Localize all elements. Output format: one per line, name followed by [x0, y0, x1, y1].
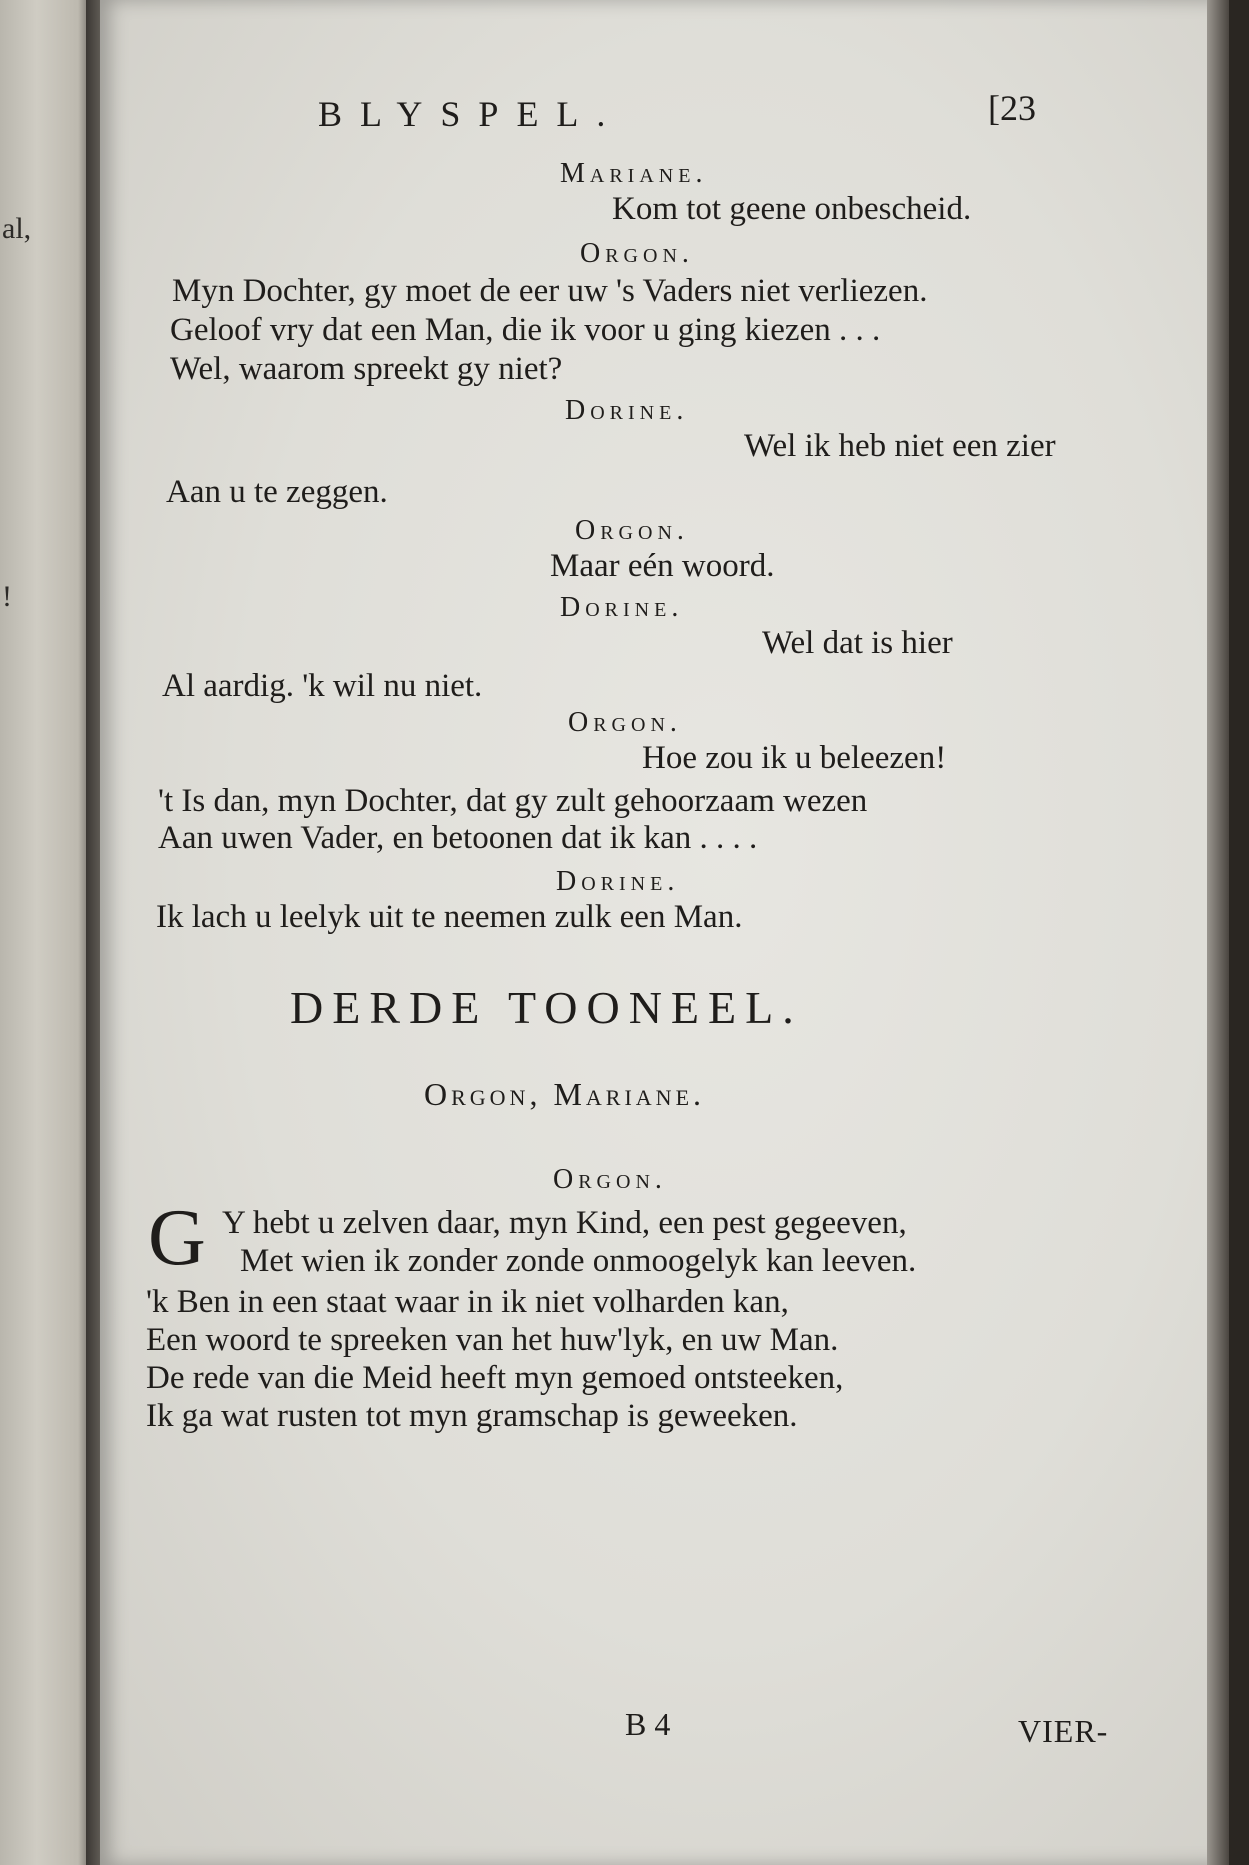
speaker-label: Orgon.	[575, 515, 689, 546]
verse-line: Y hebt u zelven daar, myn Kind, een pest gegeeven,	[222, 1205, 907, 1241]
verse-line: Geloof vry dat een Man, die ik voor u ging kiezen . . .	[170, 312, 881, 348]
page-edge	[1207, 0, 1229, 1865]
speaker-label: Mariane.	[560, 158, 708, 189]
speaker-label: Dorine.	[556, 866, 680, 897]
signature-mark: B 4	[625, 1706, 671, 1742]
left-page-fragment: al,	[2, 212, 32, 245]
speaker-label: Dorine.	[565, 395, 689, 426]
verse-line: 't Is dan, myn Dochter, dat gy zult gehoorzaam wezen	[158, 783, 868, 819]
verse-line: 'k Ben in een staat waar in ik niet volharden kan,	[146, 1284, 789, 1320]
verse-line: Hoe zou ik u beleezen!	[642, 740, 947, 776]
verse-line: Aan u te zeggen.	[166, 474, 388, 510]
verse-line: Maar eén woord.	[550, 548, 775, 584]
scene-title: DERDE TOONEEL.	[290, 982, 803, 1033]
verse-line: Met wien ik zonder zonde onmoogelyk kan leeven.	[240, 1243, 917, 1279]
verse-line: Wel ik heb niet een zier	[744, 428, 1056, 464]
verse-line: Wel, waarom spreekt gy niet?	[170, 351, 563, 387]
left-page-fragment: !	[2, 580, 12, 613]
running-title: BLYSPEL.	[318, 94, 624, 134]
verse-line: De rede van die Meid heeft myn gemoed ontsteeken,	[146, 1360, 844, 1396]
speaker-label: Orgon.	[553, 1164, 667, 1195]
catchword: VIER-	[1018, 1713, 1109, 1749]
left-page-edge	[0, 0, 92, 1865]
scene-cast: Orgon, Mariane.	[424, 1076, 706, 1112]
verse-line: Kom tot geene onbescheid.	[612, 191, 972, 227]
drop-cap: G	[148, 1194, 206, 1282]
verse-line: Een woord te spreeken van het huw'lyk, en uw Man.	[146, 1322, 839, 1358]
speaker-label: Orgon.	[580, 238, 694, 269]
verse-line: Ik lach u leelyk uit te neemen zulk een Man.	[156, 899, 743, 935]
verse-line: Aan uwen Vader, en betoonen dat ik kan . . . .	[158, 820, 758, 856]
verse-line: Ik ga wat rusten tot myn gramschap is geweeken.	[146, 1398, 798, 1434]
verse-line: Myn Dochter, gy moet de eer uw 's Vaders niet verliezen.	[172, 273, 928, 309]
speaker-label: Dorine.	[560, 592, 684, 623]
verse-line: Al aardig. 'k wil nu niet.	[162, 668, 483, 704]
page-number: [23	[988, 88, 1036, 128]
speaker-label: Orgon.	[568, 707, 682, 738]
verse-line: Wel dat is hier	[762, 625, 953, 661]
